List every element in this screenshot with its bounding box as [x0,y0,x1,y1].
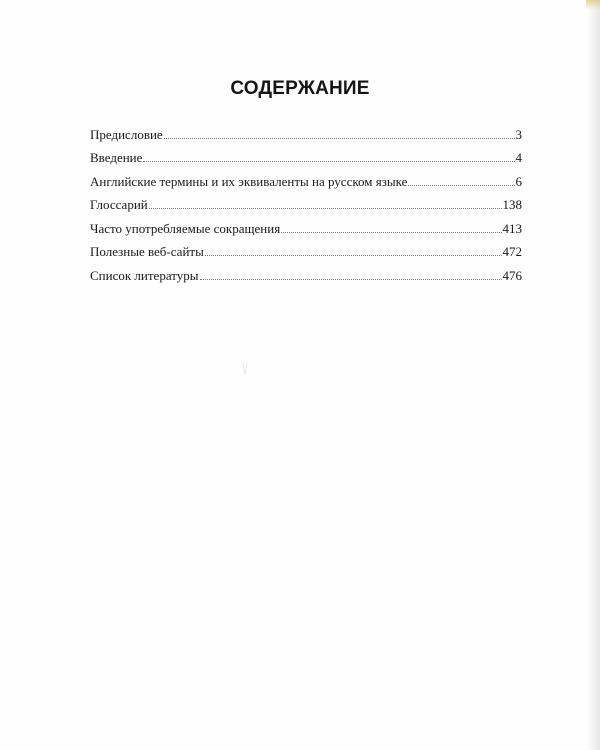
toc-dot-leader [200,278,502,280]
toc-entry-title: Глоссарий [90,197,148,212]
corner-shadow [586,0,600,10]
toc-entry-page: 472 [502,244,522,259]
toc-entry-english-terms [90,165,522,189]
toc-entry-abbreviations [90,212,522,236]
toc-entry-preface [90,118,522,142]
toc-entry-page: 476 [502,267,522,283]
toc-entry-page: 413 [502,220,522,236]
toc-dot-leader [205,254,502,256]
page-edge-shadow [586,0,600,750]
toc-entry-bibliography [90,259,522,283]
toc-entry-page: 138 [502,197,522,212]
page-title: СОДЕРЖАНИЕ [230,78,370,99]
toc-dot-leader [164,137,515,139]
toc-dot-leader [408,184,514,186]
toc-dot-leader [149,207,502,209]
toc-entry-title: Часто употребляемые сокращения [90,220,281,236]
toc-entry-title: Список литературы [90,267,199,283]
toc-dot-leader [281,231,501,233]
toc-entry-websites [90,236,522,260]
toc-entry-title: Введение [90,150,143,165]
toc-entry-page: 4 [515,150,522,165]
toc-entry-title: Полезные веб-сайты [90,244,204,259]
toc-entry-title: Английские термины и их эквиваленты на русском языке [90,173,408,189]
table-of-contents [90,118,522,283]
toc-entry-title: Предисловие [90,126,163,142]
bleed-through-mark [242,362,248,376]
toc-dot-leader [143,160,514,162]
toc-entry-glossary [90,189,522,213]
toc-entry-page: 3 [515,126,522,142]
toc-entry-introduction [90,142,522,166]
toc-entry-page: 6 [515,173,522,189]
